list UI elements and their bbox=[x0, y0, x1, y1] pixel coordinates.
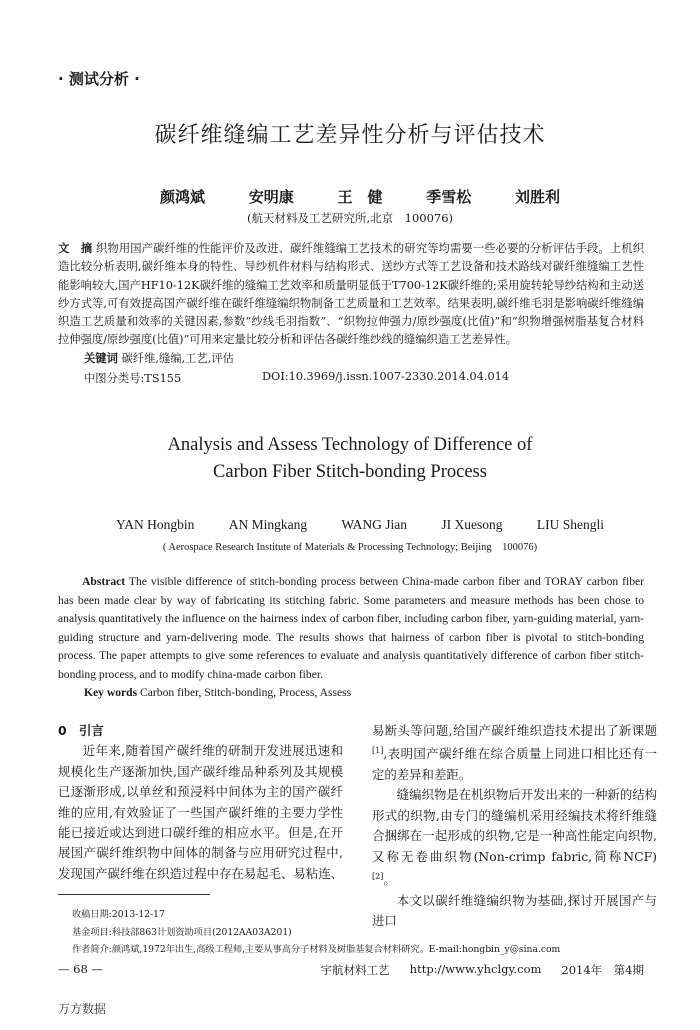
author-cn: 安明康 bbox=[248, 188, 294, 206]
author-cn: 刘胜利 bbox=[514, 188, 560, 206]
clc-label: 中图分类号: bbox=[84, 372, 145, 385]
citation-ref: [2] bbox=[372, 871, 384, 881]
body-paragraph: 缝编织物是在机织物后开发出来的一种新的结构形式的织物,由专门的缝编机采用经编技术将纤维缝合捆绑在一起形成的织物,它是一种高性能定向织物,又称无卷曲织物(Non-crimp fabric,简称NCF)[2]。 bbox=[372, 787, 657, 888]
citation-ref: [1] bbox=[372, 746, 384, 756]
footnote-received: 收稿日期:2013-12-17 bbox=[72, 909, 165, 920]
author-cn: 王 健 bbox=[337, 188, 383, 206]
keywords-en-text: Carbon fiber, Stitch-bonding, Process, Assess bbox=[140, 686, 352, 699]
author-cn: 季雪松 bbox=[426, 188, 472, 206]
page-number: — 68 — bbox=[58, 962, 103, 976]
paper-title-en bbox=[0, 432, 700, 486]
journal-name: 宇航材料工艺 bbox=[320, 963, 390, 977]
author-en: AN Mingkang bbox=[228, 517, 308, 532]
section-tag: · 测试分析 · bbox=[58, 70, 140, 88]
affiliation-en: ( Aerospace Research Institute of Materials & Processing Technology; Beijing 100076) bbox=[162, 542, 538, 553]
body-paragraph: 本文以碳纤维缝编织物为基础,探讨开展国产与进口 bbox=[372, 892, 657, 928]
author-en: JI Xuesong bbox=[441, 517, 503, 532]
abstract-en-text: The visible difference of stitch-bonding process between China-made carbon fiber and TORAY carbon fiber has been made clear by way of fabricating its stitching fabric. Some parameters and measure methods has been chose to analysis quantitatively the influence on the hairness index of carbon fiber, including carbon fiber, yarn-guiding material, yarn-guiding structure and yarn-delivering mode. The results shows that hairness of carbon fiber is pivotal to stitch-bonding process. The paper attempts to give some references to evaluate and analysis quantitatively difference of carbon fiber stitch-bonding process, and to modify china-made carbon fiber. bbox=[58, 575, 644, 681]
clc-value: TS155 bbox=[144, 372, 182, 385]
authors-en bbox=[116, 517, 604, 533]
body-paragraph: 易断头等问题,给国产碳纤维织造技术提出了新课题[1],表明国产碳纤维在综合质量上同进口相比还有一定的差异和差距。 bbox=[372, 723, 657, 782]
section-heading-intro: 0 引言 bbox=[58, 723, 104, 738]
keywords-en bbox=[84, 686, 351, 699]
authors-cn bbox=[160, 186, 560, 207]
footnotes bbox=[72, 906, 672, 959]
author-en: YAN Hongbin bbox=[116, 517, 195, 532]
abstract-en-label: Abstract bbox=[82, 575, 126, 588]
title-en-line: Analysis and Assess Technology of Difference of bbox=[167, 435, 533, 455]
journal-url: http://www.yhclgy.com bbox=[409, 962, 542, 976]
issue-info: 2014年 第4期 bbox=[561, 963, 644, 977]
abstract-en bbox=[58, 573, 644, 684]
footnote-divider bbox=[58, 894, 210, 895]
doi: DOI:10.3969/j.issn.1007-2330.2014.04.014 bbox=[262, 370, 510, 383]
abstract-cn bbox=[58, 240, 644, 350]
watermark: 万方数据 bbox=[58, 1002, 107, 1016]
keywords-cn-label: 关键词 bbox=[84, 352, 118, 365]
body-column-right bbox=[372, 721, 657, 931]
body-paragraph: 近年来,随着国产碳纤维的研制开发进展迅速和规模化生产逐渐加快,国产碳纤维品种系列及其规模已逐渐形成,以单丝和预浸料中间体为主的国产碳纤维的应用,有效验证了一些国产碳纤维的主要力学性能已接近或达到进口碳纤维的相应水平。但是,在开展国产碳纤维织物中间体的制备与应用研究过程中,发现国产碳纤维在织造过程中存在易起毛、易粘连、 bbox=[58, 743, 343, 881]
abstract-cn-label: 文 摘 bbox=[58, 242, 93, 255]
title-en-line: Carbon Fiber Stitch-bonding Process bbox=[213, 462, 487, 482]
page-footer bbox=[58, 962, 644, 978]
abstract-cn-text: 织物用国产碳纤维的性能评价及改进、碳纤维缝编工艺技术的研究等均需要一些必要的分析评估手段。上机织造比较分析表明,碳纤维本身的特性、导纱机件材料与结构形式、送纱方式等工艺设备和技术路线对碳纤维缝编工艺性能影响较大,国产HF10-12K碳纤维的缝编工艺效率和质量明显低于T700-12K碳纤维的;采用旋转轮导纱结构和主动送纱方式等,可有效提高国产碳纤维在碳纤维缝编织物制备工艺质量和工艺效率。结果表明,碳纤维毛羽是影响碳纤维缝编织造工艺质量和效率的关键因素,参数“纱线毛羽指数”、“织物拉伸强力/原纱强度(比值)”和“织物增强树脂基复合材料拉伸强度/原纱强度(比值)”可用来定量比较分析和评估各碳纤维纱线的缝编织造工艺差异性。 bbox=[58, 242, 644, 347]
paper-title-cn: 碳纤维缝编工艺差异性分析与评估技术 bbox=[154, 123, 546, 148]
clc-number bbox=[84, 370, 181, 386]
keywords-cn-text: 碳纤维,缝编,工艺,评估 bbox=[121, 352, 234, 365]
keywords-cn bbox=[84, 350, 234, 366]
body-column-left bbox=[58, 721, 343, 884]
affiliation-cn: (航天材料及工艺研究所,北京 100076) bbox=[246, 211, 454, 225]
keywords-en-label: Key words bbox=[84, 686, 138, 699]
author-en: WANG Jian bbox=[341, 517, 408, 532]
author-en: LIU Shengli bbox=[536, 517, 604, 532]
footnote-author-bio: 作者简介:颜鸿斌,1972年出生,高级工程师,主要从事高分子材料及树脂基复合材料研究。E-mail:hongbin_y@sina.com bbox=[72, 944, 561, 955]
author-cn: 颜鸿斌 bbox=[160, 188, 206, 206]
footnote-funding: 基金项目:科技部863计划资助项目(2012AA03A201) bbox=[72, 926, 292, 938]
